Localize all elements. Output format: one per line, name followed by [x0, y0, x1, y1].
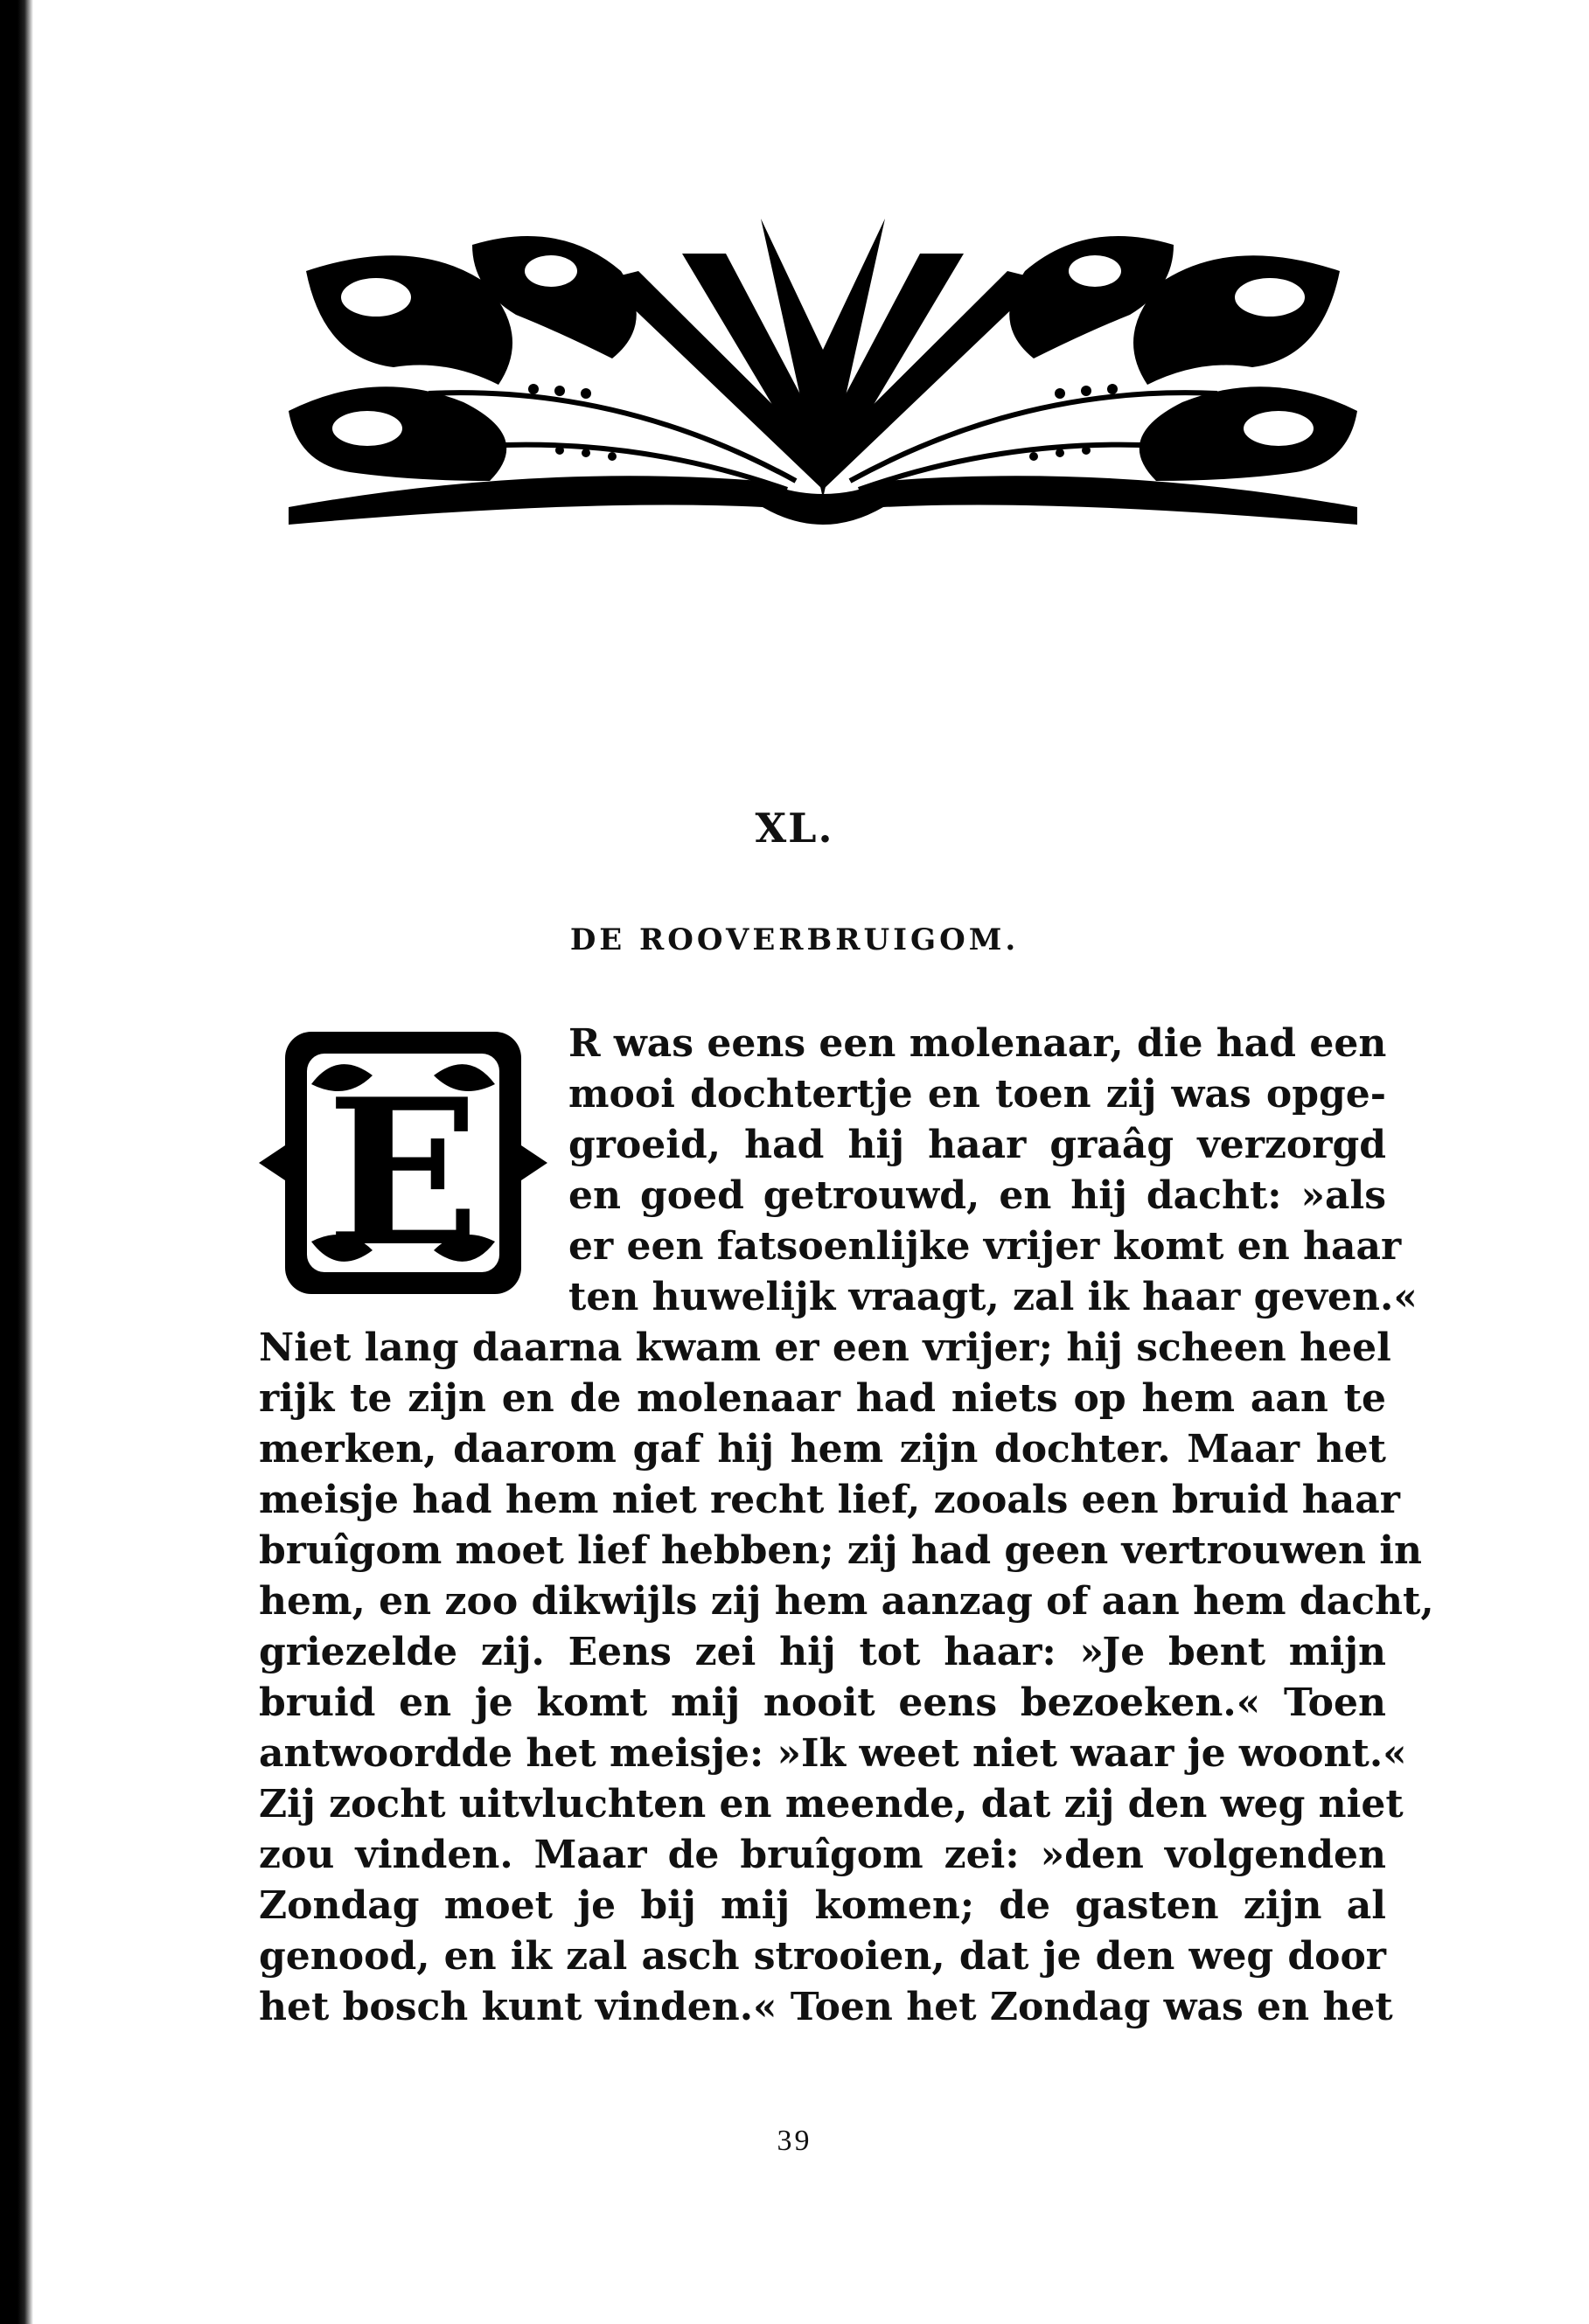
decorated-initial — [259, 1014, 547, 1312]
text-line: R was eens een molenaar, die had een — [568, 1021, 1387, 1066]
initial-ornament — [259, 1014, 547, 1312]
text-line: er een fatsoenlijke vrijer komt en haar — [568, 1224, 1402, 1269]
drop-cap-letter: E — [326, 1055, 480, 1291]
text-line: griezelde zij. Eens zei hij tot haar: »Je bent mijn — [259, 1630, 1386, 1674]
text-line: rijk te zijn en de molenaar had niets op hem aan te — [259, 1376, 1386, 1421]
text-line: Zondag moet je bij mij komen; de gasten zijn al — [259, 1883, 1386, 1928]
text-line: Zij zocht uitvluchten en meende, dat zij den weg niet — [259, 1782, 1404, 1826]
chapter-number: XL. — [755, 804, 834, 852]
text-line: en goed getrouwd, en hij dacht: »als — [568, 1173, 1386, 1218]
text-line: groeid, had hij haar graâg verzorgd — [568, 1123, 1386, 1167]
text-line: zou vinden. Maar de bruîgom zei: »den volgenden — [259, 1833, 1386, 1877]
text-line: genood, en ik zal asch strooien, dat je den weg door — [259, 1934, 1386, 1979]
text-line: bruîgom moet lief hebben; zij had geen vertrouwen in — [259, 1528, 1422, 1573]
chapter-title: DE ROOVERBRUIGOM. — [569, 922, 1020, 957]
ornamental-headpiece — [271, 219, 1375, 542]
page-number: 39 — [777, 2125, 812, 2157]
text-line: bruid en je komt mij nooit eens bezoeken.« Toen — [259, 1680, 1386, 1725]
text-line: ten huwelijk vraagt, zal ik haar geven.« — [568, 1275, 1418, 1319]
text-line: mooi dochtertje en toen zij was opge- — [568, 1072, 1386, 1117]
page-binding-edge — [0, 0, 33, 2324]
text-line: Niet lang daarna kwam er een vrijer; hij scheen heel — [259, 1326, 1391, 1370]
text-line: het bosch kunt vinden.« Toen het Zondag was en het — [259, 1985, 1393, 2029]
text-line: merken, daarom gaf hij hem zijn dochter. Maar het — [259, 1427, 1386, 1472]
text-line: antwoordde het meisje: »Ik weet niet waar je woont.« — [259, 1731, 1407, 1776]
text-line: hem, en zoo dikwijls zij hem aanzag of aan hem dacht, — [259, 1579, 1434, 1624]
text-line: meisje had hem niet recht lief, zooals een bruid haar — [259, 1478, 1400, 1522]
